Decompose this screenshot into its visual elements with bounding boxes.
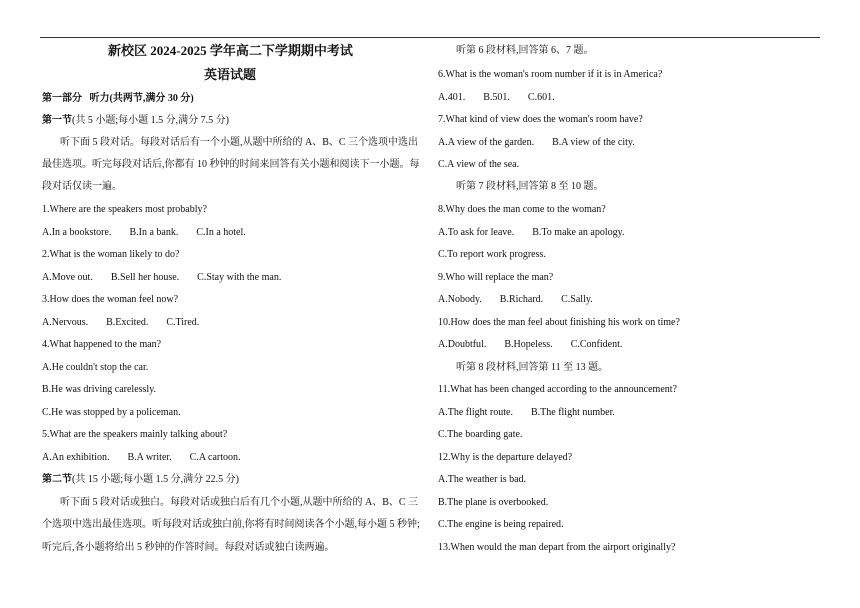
question-12: 12.Why is the departure delayed?	[438, 452, 573, 463]
material-instruction: 听第 8 段材料,回答第 11 至 13 题。	[456, 362, 609, 373]
material-instruction: 听第 7 段材料,回答第 8 至 10 题。	[456, 181, 604, 192]
material-instruction: 听第 6 段材料,回答第 6、7 题。	[456, 45, 594, 56]
top-rule	[40, 37, 820, 38]
question-10: 10.How does the man feel about finishing his work on time?	[438, 317, 680, 328]
question-3-options	[42, 316, 199, 330]
question-4: 4.What happened to the man?	[42, 339, 162, 350]
question-7-options	[438, 136, 635, 150]
part1-heading	[42, 92, 194, 106]
option-a: A.The flight route.	[438, 407, 513, 418]
question-5-options	[42, 451, 241, 465]
option-c: C.601.	[527, 92, 555, 103]
exam-title: 新校区 2024-2025 学年高二下学期期中考试	[108, 43, 353, 58]
option-b: B.Richard.	[499, 294, 544, 305]
section1-intro-line: 段对话仅读一遍。	[42, 181, 122, 192]
option-b: B.To make an apology.	[532, 227, 625, 238]
option-b: B.The plane is overbooked.	[438, 497, 549, 508]
question-11: 11.What has been changed according to the announcement?	[438, 384, 677, 395]
question-9: 9.Who will replace the man?	[438, 272, 554, 283]
question-10-options	[438, 338, 622, 352]
option-a: A.Nervous.	[42, 317, 89, 328]
option-c: C.The boarding gate.	[438, 429, 523, 440]
option-a: A.A view of the garden.	[438, 137, 535, 148]
section1-intro-line: 最佳选项。听完每段对话后,你都有 10 秒钟的时间来回答有关小题和阅读下一小题。每	[42, 159, 420, 170]
question-6: 6.What is the woman's room number if it is in America?	[438, 69, 663, 80]
option-c: C.Tired.	[166, 317, 200, 328]
section1-heading	[42, 114, 229, 128]
option-c: C.The engine is being repaired.	[438, 519, 564, 530]
section2-heading-label: 第二节	[42, 474, 72, 485]
section1-heading-label: 第一节	[42, 115, 72, 126]
option-b: B.A writer.	[127, 452, 172, 463]
question-8-options	[438, 226, 624, 240]
question-3: 3.How does the woman feel now?	[42, 294, 179, 305]
option-a: A.He couldn't stop the car.	[42, 362, 149, 373]
option-a: A.401.	[438, 92, 466, 103]
option-a: A.To ask for leave.	[438, 227, 515, 238]
section1-heading-rest: (共 5 小题;每小题 1.5 分,满分 7.5 分)	[72, 115, 229, 126]
option-a: A.The weather is bad.	[438, 474, 527, 485]
section2-intro-line: 听下面 5 段对话或独白。每段对话或独白后有几个小题,从题中所给的 A、B、C 三	[60, 497, 419, 508]
option-b: B.Hopeless.	[504, 339, 553, 350]
option-c: C.He was stopped by a policeman.	[42, 407, 181, 418]
option-c: C.Stay with the man.	[197, 272, 282, 283]
section2-heading	[42, 473, 239, 487]
part1-heading-label: 第一部分	[42, 93, 82, 104]
question-5: 5.What are the speakers mainly talking about?	[42, 429, 228, 440]
question-7: 7.What kind of view does the woman's room have?	[438, 114, 643, 125]
option-a: A.Doubtful.	[438, 339, 487, 350]
option-c: C.In a hotel.	[196, 227, 246, 238]
question-2-options	[42, 271, 281, 285]
option-c: C.To report work progress.	[438, 249, 546, 260]
section1-intro-line: 听下面 5 段对话。每段对话后有一个小题,从题中所给的 A、B、C 三个选项中选出	[60, 137, 419, 148]
question-2: 2.What is the woman likely to do?	[42, 249, 180, 260]
section2-intro-line: 个选项中选出最佳选项。听每段对话或独白前,你将有时间阅读各个小题,每小题 5 秒钟;	[42, 519, 420, 530]
question-1: 1.Where are the speakers most probably?	[42, 204, 207, 215]
option-b: B.In a bank.	[129, 227, 179, 238]
option-a: A.In a bookstore.	[42, 227, 112, 238]
option-b: B.Excited.	[106, 317, 149, 328]
option-c: C.Confident.	[570, 339, 623, 350]
option-c: C.A cartoon.	[189, 452, 241, 463]
option-b: B.He was driving carelessly.	[42, 384, 157, 395]
exam-subtitle: 英语试题	[204, 67, 257, 82]
option-a: A.Move out.	[42, 272, 93, 283]
section2-intro-line: 听完后,各小题将给出 5 秒钟的作答时间。每段对话或独白读两遍。	[42, 542, 335, 553]
question-9-options	[438, 293, 593, 307]
question-11-options	[438, 406, 615, 420]
question-6-options	[438, 91, 555, 105]
option-a: A.An exhibition.	[42, 452, 110, 463]
section2-heading-rest: (共 15 小题;每小题 1.5 分,满分 22.5 分)	[72, 474, 239, 485]
option-c: C.Sally.	[561, 294, 593, 305]
option-b: B.The flight number.	[530, 407, 615, 418]
option-b: B.501.	[483, 92, 510, 103]
option-b: B.A view of the city.	[552, 137, 635, 148]
question-13: 13.When would the man depart from the airport originally?	[438, 542, 676, 553]
option-a: A.Nobody.	[438, 294, 482, 305]
option-b: B.Sell her house.	[110, 272, 180, 283]
question-1-options	[42, 226, 246, 240]
question-8: 8.Why does the man come to the woman?	[438, 204, 606, 215]
option-c: C.A view of the sea.	[438, 159, 520, 170]
part1-heading-rest: 听力(共两节,满分 30 分)	[89, 93, 194, 104]
